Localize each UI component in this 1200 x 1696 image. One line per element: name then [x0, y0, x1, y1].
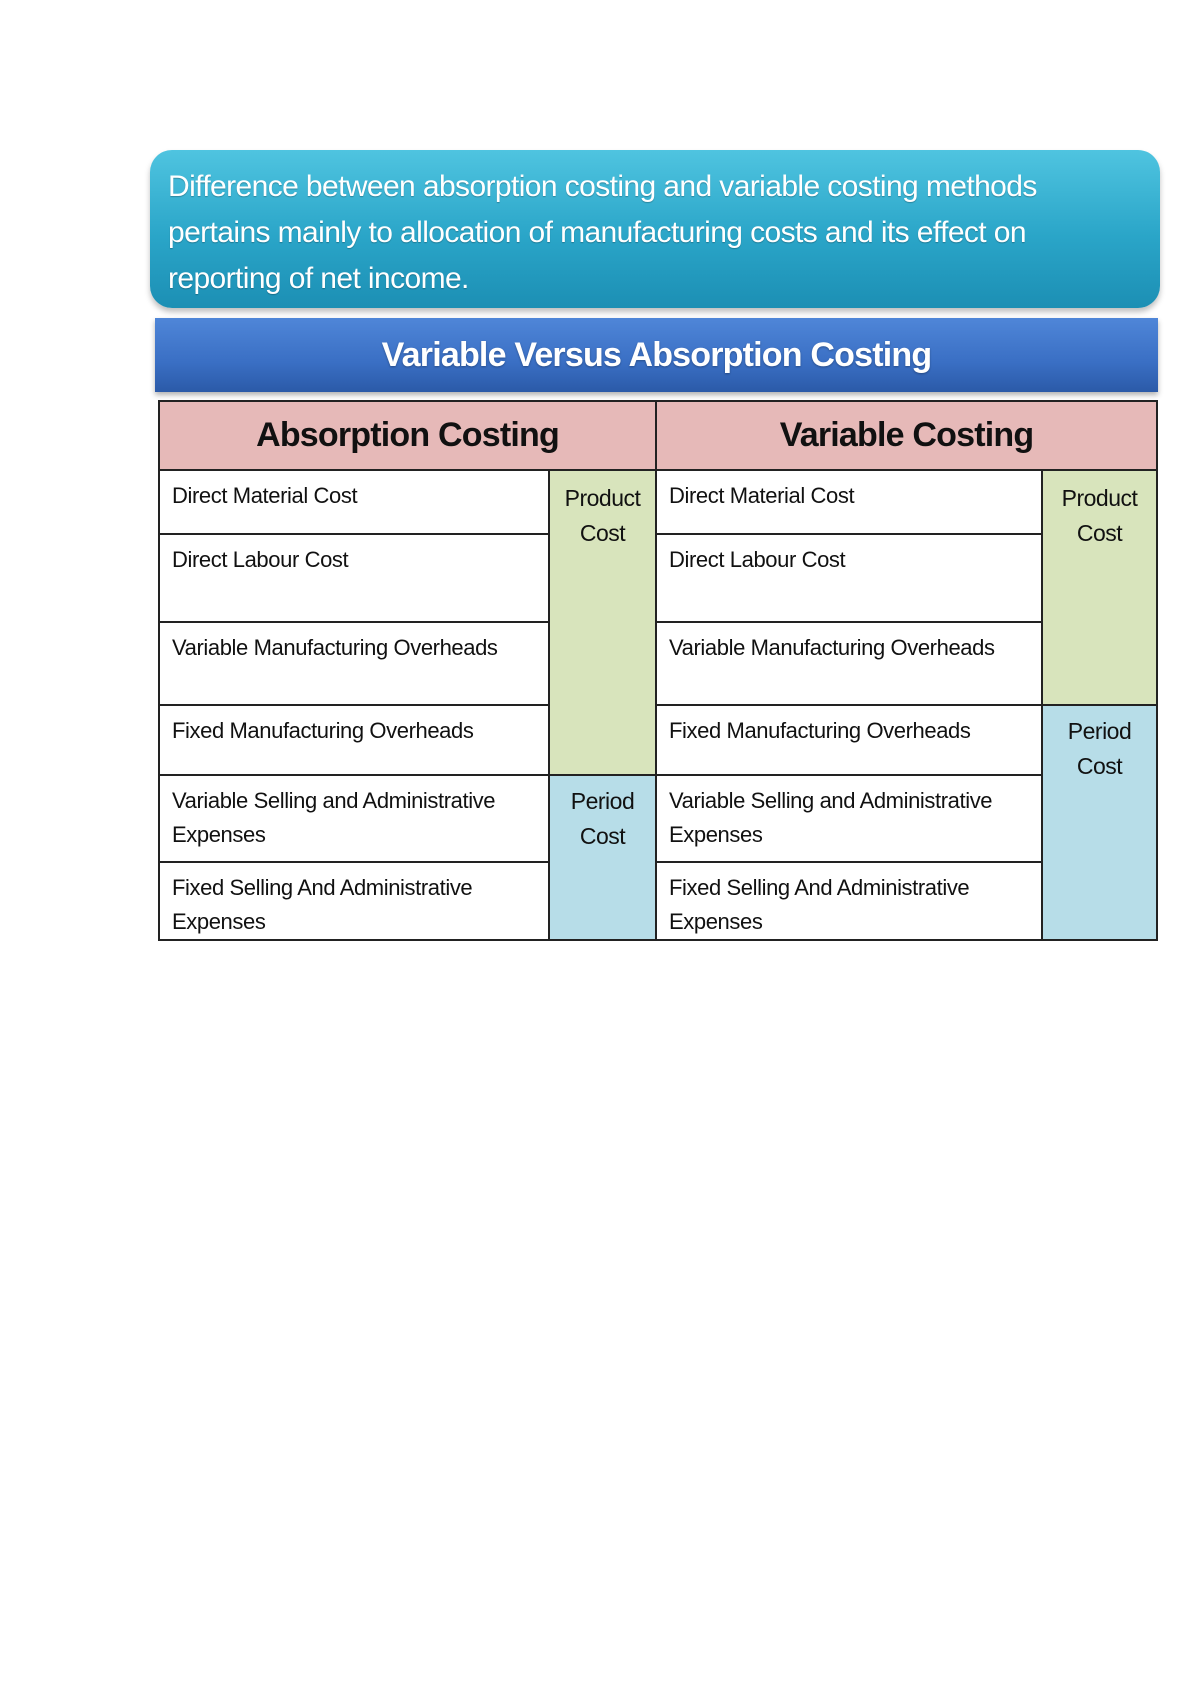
absorption-period-cost: Period Cost — [549, 775, 656, 940]
variable-item: Direct Material Cost — [656, 470, 1042, 534]
absorption-item: Direct Material Cost — [159, 470, 549, 534]
costing-comparison-table — [158, 400, 1158, 941]
title-banner — [155, 318, 1158, 392]
absorption-product-cost: Product Cost — [549, 470, 656, 775]
absorption-item: Fixed Manufacturing Overheads — [159, 705, 549, 775]
intro-callout — [150, 150, 1160, 308]
absorption-item: Variable Manufacturing Overheads — [159, 622, 549, 705]
variable-heading: Variable Costing — [656, 401, 1157, 470]
absorption-heading: Absorption Costing — [159, 401, 656, 470]
variable-product-cost: Product Cost — [1042, 470, 1157, 705]
variable-item: Variable Manufacturing Overheads — [656, 622, 1042, 705]
banner-title: Variable Versus Absorption Costing — [381, 335, 932, 374]
variable-period-cost: Period Cost — [1042, 705, 1157, 940]
variable-item: Fixed Manufacturing Overheads — [656, 705, 1042, 775]
absorption-item: Direct Labour Cost — [159, 534, 549, 622]
absorption-item: Variable Selling and Administrative Expenses — [159, 775, 549, 862]
intro-text: Difference between absorption costing and variable costing methods pertains mainly to allocation of manufacturing costs and its effect on reporting of net income. — [168, 170, 1037, 295]
variable-item: Variable Selling and Administrative Expenses — [656, 775, 1042, 862]
variable-item: Direct Labour Cost — [656, 534, 1042, 622]
variable-item: Fixed Selling And Administrative Expenses — [656, 862, 1042, 940]
absorption-item: Fixed Selling And Administrative Expenses — [159, 862, 549, 940]
